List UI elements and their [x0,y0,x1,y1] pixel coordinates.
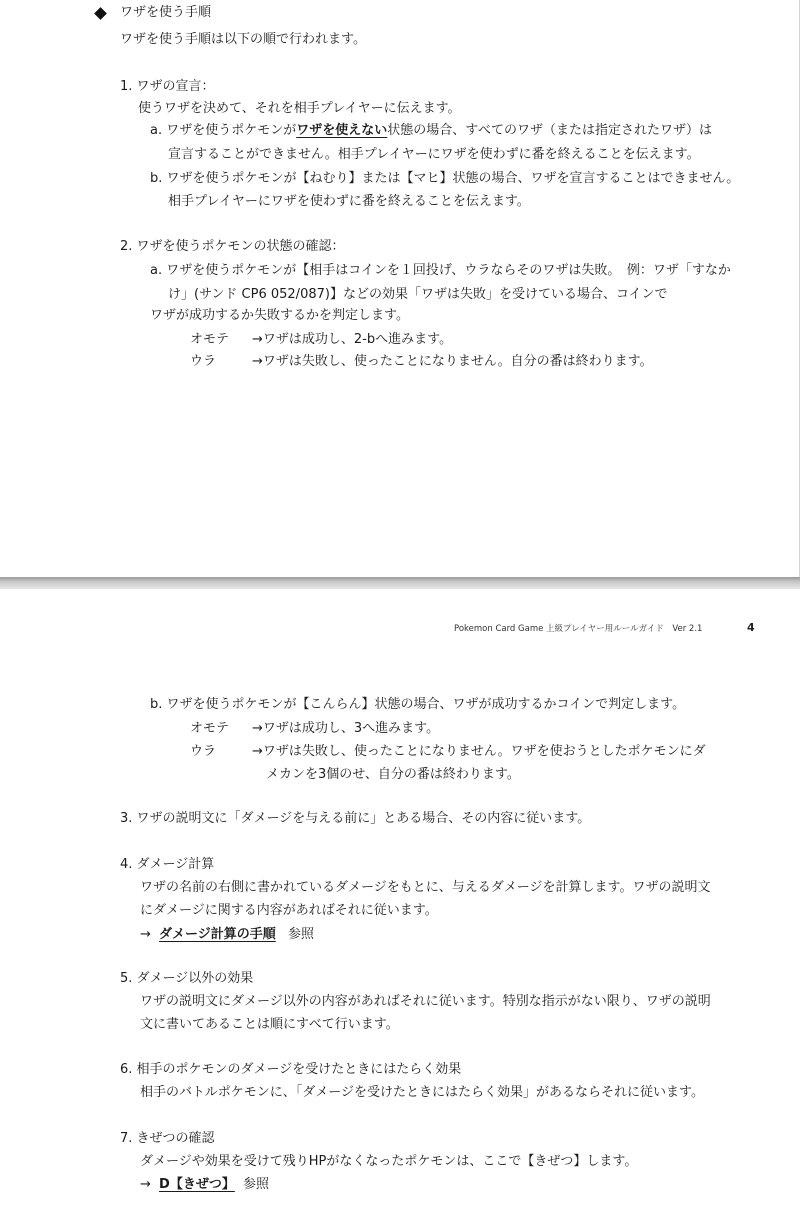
section-intro: ワザを使う手順は以下の順で行われます。 [120,32,366,47]
step3-line: 3. ワザの説明文に「ダメージを与える前に」とある場合、その内容に従います。 [120,811,591,826]
step1-a-prefix: a. ワザを使うポケモンが [150,123,297,138]
step2-omote-text: →ワザは成功し、2-bへ進みます。 [252,332,453,347]
section-title: ワザを使う手順 [120,5,212,20]
step2-heading: 2. ワザを使うポケモンの状態の確認： [120,239,345,254]
step2-ura-text: →ワザは失敗し、使ったことになりません。自分の番は終わります。 [252,354,653,369]
reference-label: 参照 [287,927,314,942]
step4-line1: ワザの名前の右側に書かれているダメージをもとに、与えるダメージを計算します。ワザの説明文 [140,880,711,895]
step2-ura-label: ウラ [190,354,217,369]
step1-a-line2: 宣言することができません。相手プレイヤーにワザを使わずに番を終えることを伝えます。 [168,147,700,162]
step4-reference [140,926,314,944]
step2b-ura-text: →ワザは失敗し、使ったことになりません。ワザを使おうとしたポケモンにダ [252,744,706,759]
step1-text: 使うワザを決めて、それを相手プレイヤーに伝えます。 [138,101,461,116]
faint-section-link[interactable]: D【きぜつ】 [159,1177,235,1192]
document-page-2 [0,589,800,1225]
step2-omote-label: オモテ [190,332,230,347]
cannot-use-attack-link[interactable]: ワザを使えない [296,123,388,138]
step7-reference [140,1176,269,1194]
page-number: 4 [747,621,755,634]
step2-b-line1: b. ワザを使うポケモンが【こんらん】状態の場合、ワザが成功するかコインで判定します。 [150,697,686,712]
step4-line2: にダメージに関する内容があればそれに従います。 [140,903,438,918]
document-page-1 [0,0,800,577]
diamond-bullet-icon [94,7,107,20]
step1-b-line2: 相手プレイヤーにワザを使わずに番を終えることを伝えます。 [168,194,530,209]
step1-a-suffix: 状態の場合、すべてのワザ（または指定されたワザ）は [387,123,712,138]
step1-b-line1: b. ワザを使うポケモンが【ねむり】または【マヒ】状態の場合、ワザを宣言することはできません。 [150,171,740,186]
step6-line1: 相手のバトルポケモンに、「ダメージを受けたときにはたらく効果」があるならそれに従います。 [140,1085,704,1100]
step1-heading: 1. ワザの宣言： [120,79,215,94]
step7-line1: ダメージや効果を受けて残りHPがなくなったポケモンは、ここで【きぜつ】します。 [140,1154,638,1169]
step2b-ura-label: ウラ [190,744,217,759]
step5-line1: ワザの説明文にダメージ以外の内容があればそれに従います。特別な指示がない限り、ワザの説明 [140,994,711,1009]
page-header: Pokemon Card Game 上級プレイヤー用ルールガイド Ver 2.1 [454,624,703,634]
page-separator [0,577,800,589]
step6-heading: 6. 相手のポケモンのダメージを受けたときにはたらく効果 [120,1062,462,1077]
step1-a-line1 [150,122,712,140]
step2b-omote-text: →ワザは成功し、3へ進みます。 [252,721,440,736]
step2b-ura-text2: メカンを3個のせ、自分の番は終わります。 [266,767,520,782]
reference-label: 参照 [242,1177,269,1192]
arrow-right-icon: → [140,1177,151,1192]
step4-heading: 4. ダメージ計算 [120,857,215,872]
damage-calc-link[interactable]: ダメージ計算の手順 [159,927,276,942]
step2b-omote-label: オモテ [190,721,230,736]
step2-a-line1: a. ワザを使うポケモンが【相手はコインを１回投げ、ウラならそのワザは失敗。 例：ワザ「すなか [150,263,731,278]
step2-a-line3: ワザが成功するか失敗するかを判定します。 [150,308,409,323]
arrow-right-icon: → [140,927,151,942]
step2-a-line2: け」(サンド CP6 052/087)】などの効果「ワザは失敗」を受けている場合、コインで [168,287,668,302]
step5-line2: 文に書いてあることは順にすべて行います。 [140,1017,399,1032]
step7-heading: 7. きぜつの確認 [120,1131,215,1146]
step5-heading: 5. ダメージ以外の効果 [120,971,254,986]
